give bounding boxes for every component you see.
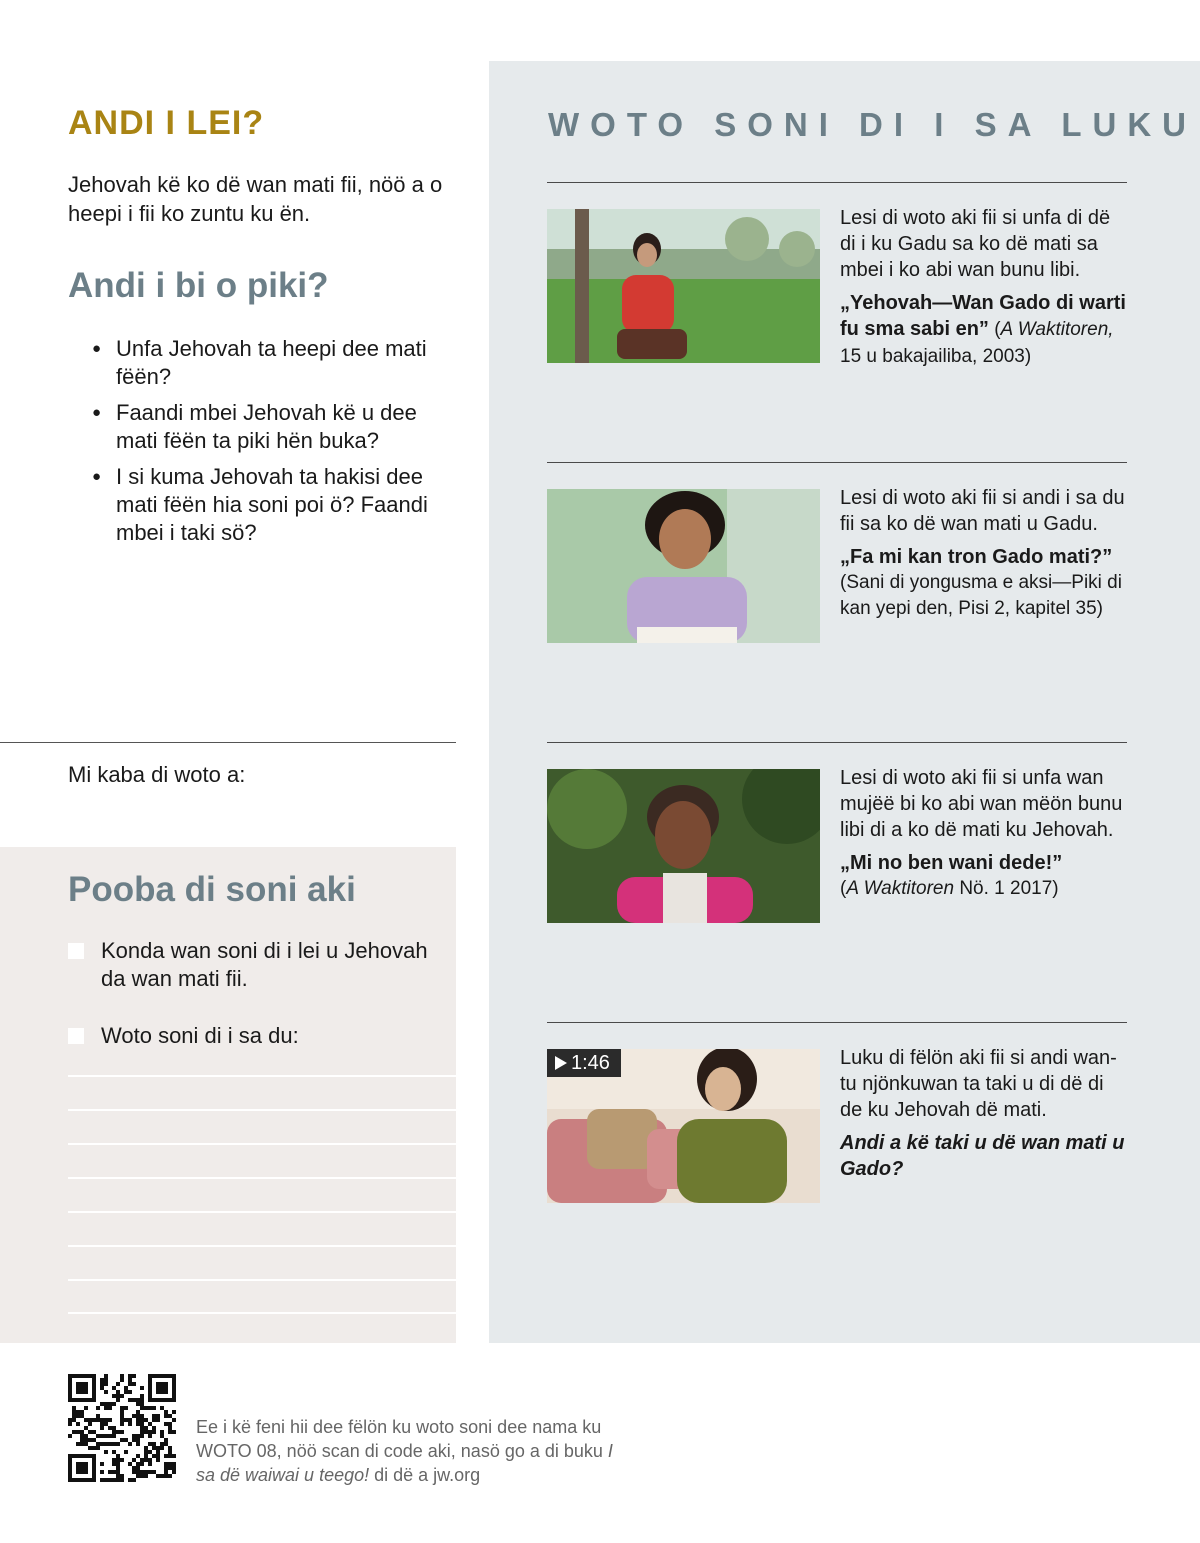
writing-line[interactable] xyxy=(68,1245,456,1247)
writing-line[interactable] xyxy=(68,1211,456,1213)
completion-label: Mi kaba di woto a: xyxy=(68,762,246,787)
reading-source-date: Nö. 1 2017) xyxy=(954,878,1059,899)
reading-title-text[interactable]: „Yehovah—Wan Gado di warti fu sma sabi en” xyxy=(840,292,1126,340)
smiling-woman-photo[interactable] xyxy=(547,769,820,923)
qr-code[interactable] xyxy=(68,1374,176,1482)
reading-lead: Lesi di woto aki fii si unfa di dë di i ku Gadu sa ko dë mati sa mbei i ko abi wan bunu libi. xyxy=(840,207,1111,281)
reading-source-name: A Waktitoren xyxy=(846,878,955,899)
reading-description xyxy=(840,205,1130,370)
checklist-item[interactable] xyxy=(68,1022,448,1050)
writing-line[interactable] xyxy=(68,1279,456,1281)
footer-book-title[interactable]: I sa dë waiwai u teego! xyxy=(196,1441,613,1485)
video-duration-badge xyxy=(547,1049,621,1077)
section-heading: ANDI I LEI? xyxy=(68,104,265,142)
divider xyxy=(547,742,1127,743)
writing-line[interactable] xyxy=(68,1143,456,1145)
video-description xyxy=(840,1045,1130,1182)
reading-description xyxy=(840,485,1130,622)
checklist-label: Konda wan soni di i lei u Jehovah da wan mati fii. xyxy=(101,938,428,991)
divider xyxy=(547,462,1127,463)
video-lead: Luku di fëlön aki fii si andi wan-tu njönkuwan ta taki u di dë di de ku Jehovah dë mati. xyxy=(840,1047,1117,1121)
checklist-item[interactable] xyxy=(68,937,448,993)
question-item: ● I si kuma Jehovah ta hakisi dee mati fëën hia soni poi ö? Faandi mbei i taki sö? xyxy=(90,463,460,547)
try-this-box xyxy=(0,847,456,1343)
reading-title[interactable]: „Yehovah—Wan Gado di warti fu sma sabi en” (A Waktitoren, 15 u bakajailiba, 2003) xyxy=(840,292,1126,367)
play-icon xyxy=(555,1056,567,1070)
divider xyxy=(547,182,1127,183)
young-woman-studying-photo[interactable] xyxy=(547,489,820,643)
reading-title[interactable]: „Fa mi kan tron Gado mati?” xyxy=(840,546,1113,568)
question-item: ● Unfa Jehovah ta heepi dee mati fëën? xyxy=(90,335,460,391)
footer-text: Ee i kë feni hii dee fëlön ku woto soni dee nama ku WOTO 08, nöö scan di code aki, nasö go a di buku I sa dë waiwai u teego! di dë a jw.org xyxy=(196,1417,613,1485)
writing-line[interactable] xyxy=(68,1177,456,1179)
reading-source-name: A Waktitoren, xyxy=(1000,319,1114,340)
reading-description xyxy=(840,765,1130,902)
checklist-label: Woto soni di i sa du: xyxy=(101,1023,299,1048)
divider xyxy=(0,742,456,743)
questions-heading: Andi i bi o piki? xyxy=(68,266,329,305)
woman-sitting-in-orchard-photo[interactable] xyxy=(547,209,820,363)
writing-line[interactable] xyxy=(68,1109,456,1111)
reading-lead: Lesi di woto aki fii si unfa wan mujëë bi ko abi wan mëön bunu libi di a ko dë mati ku Jehovah. xyxy=(840,767,1123,841)
reading-source-date: 15 u bakajailiba, 2003) xyxy=(840,346,1032,367)
reading-source: (Sani di yongusma e aksi—Piki di kan yepi den, Pisi 2, kapitel 35) xyxy=(840,572,1122,619)
writing-line[interactable] xyxy=(68,1312,456,1314)
video-title[interactable]: Andi a kë taki u dë wan mati u Gado? xyxy=(840,1132,1125,1180)
reading-lead: Lesi di woto aki fii si andi i sa du fii sa ko dë wan mati u Gadu. xyxy=(840,487,1125,535)
intro-text: Jehovah kë ko dë wan mati fii, nöö a o heepi i fii ko zuntu ku ën. xyxy=(68,172,443,226)
try-this-heading: Pooba di soni aki xyxy=(68,870,356,909)
question-list xyxy=(90,335,460,555)
reading-title[interactable]: „Mi no ben wani dede!” xyxy=(840,852,1063,874)
question-item: ● Faandi mbei Jehovah kë u dee mati fëën ta piki hën buka? xyxy=(90,399,460,455)
checkbox[interactable] xyxy=(68,1028,84,1044)
video-duration: 1:46 xyxy=(571,1052,610,1074)
reading-source: (A Waktitoren Nö. 1 2017) xyxy=(840,878,1059,899)
writing-line[interactable] xyxy=(68,1075,456,1077)
divider xyxy=(547,1022,1127,1023)
further-reading-heading: WOTO SONI DI I SA LUKU xyxy=(548,106,1198,143)
checkbox[interactable] xyxy=(68,943,84,959)
